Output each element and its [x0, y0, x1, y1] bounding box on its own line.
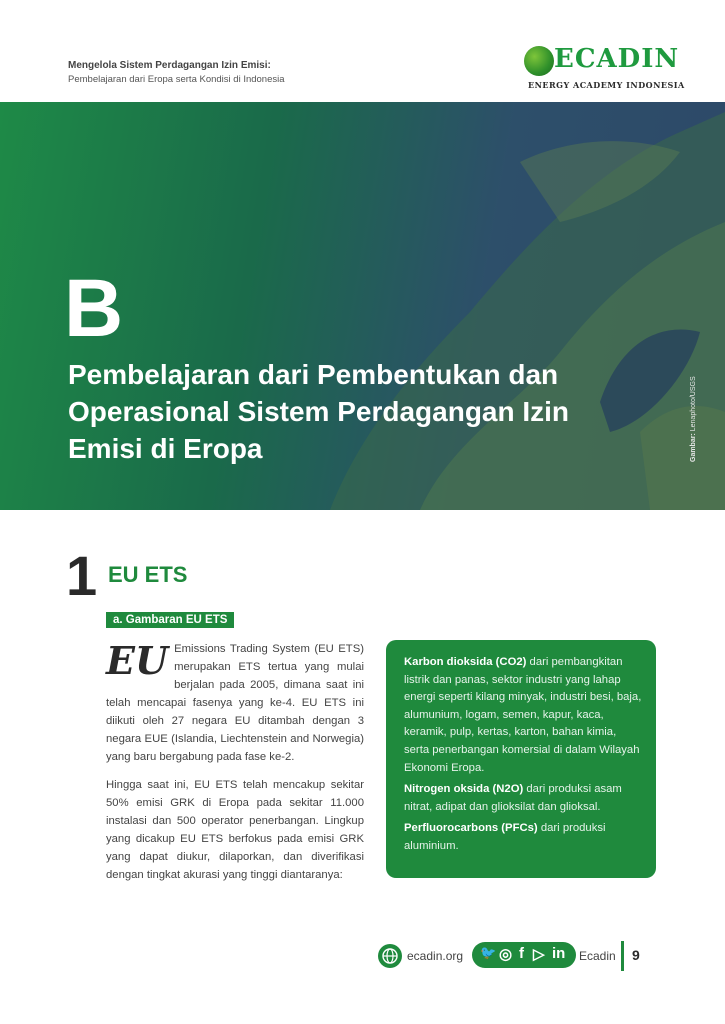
page-number: 9: [632, 947, 640, 963]
ecadin-logo: [524, 44, 685, 94]
twitter-icon[interactable]: 🐦: [480, 945, 497, 960]
paragraph-2: Hingga saat ini, EU ETS telah mencakup sekitar 50% emisi GRK di Eropa pada sekitar 11.000 instalasi dan 500 operator penerbangan. Lingkup yang dicakup EU ETS berfokus pada emisi GRK yang dapat diukur, dilaporkan, dan diverifikasi dengan tingkat akurasi yang tinggi diantaranya:: [106, 779, 364, 881]
instagram-icon[interactable]: ◎: [499, 946, 513, 963]
logo-wordmark: ECADIN: [554, 44, 680, 74]
chapter-title: Pembelajaran dari Pembentukan dan Operasional Sistem Perdagangan Izin Emisi di Eropa: [68, 359, 570, 464]
chapter-letter: B: [64, 263, 124, 354]
emissions-scope-box: [386, 640, 656, 878]
footer-brand: Ecadin: [579, 949, 616, 963]
scope-item: [404, 820, 642, 855]
website-link[interactable]: ecadin.org: [407, 949, 464, 963]
linkedin-icon[interactable]: in: [552, 945, 566, 962]
header-subtitle: Pembelajaran dari Eropa serta Kondisi di Indonesia: [68, 74, 285, 85]
credit-label: Gambar:: [690, 433, 697, 462]
scope-item-term: Nitrogen oksida (N2O): [404, 783, 524, 796]
paragraph-1: [106, 640, 364, 766]
scope-item-desc: dari produksi asam nitrat, adipat dan glioksilat dan glioksal.: [404, 783, 622, 813]
logo-tagline: ENERGY ACADEMY INDONESIA: [528, 80, 685, 90]
header-title: Mengelola Sistem Perdagangan Izin Emisi:: [68, 60, 271, 71]
scope-item-desc: dari produksi aluminium.: [404, 822, 606, 852]
scope-item-desc: dari pembangkitan listrik dan panas, sektor industri yang lahap energi seperti kilang minyak, industri besi, baja, alumunium, logam, semen, kapur, kaca, keramik, pulp, kertas, karton, bahan kimia, serta penerbangan komersial di dalam Wilayah Ekonomi Eropa.: [404, 656, 642, 774]
scope-item: [404, 654, 642, 777]
subsection-badge: a. Gambaran EU ETS: [106, 612, 234, 628]
section-number: 1: [66, 544, 98, 607]
image-credit: [690, 376, 697, 462]
footer-divider: [621, 941, 624, 971]
social-links: [472, 942, 576, 968]
paragraph-1-text: Emissions Trading System (EU ETS) merupakan ETS tertua yang mulai berjalan pada 2005, dimana saat ini telah mencapai fasenya yang ke-4. EU ETS ini diikuti oleh 27 negara EU ditambah dengan 3 negara EUE (Islandia, Liechtenstein and Norwegia) yang baru bergabung pada fase ke-2.: [106, 643, 364, 763]
scope-item-term: Perfluorocarbons (PFCs): [404, 822, 538, 835]
section-title: EU ETS: [108, 562, 188, 587]
credit-text: Lenaphoto/USGS: [690, 376, 697, 432]
scope-item: [404, 781, 642, 816]
scope-item-term: Karbon dioksida (CO2): [404, 656, 527, 668]
youtube-icon[interactable]: ▷: [533, 946, 545, 963]
web-icon: [378, 944, 402, 968]
dropcap: EU: [106, 638, 169, 683]
facebook-icon[interactable]: f: [519, 945, 524, 962]
globe-icon: [524, 46, 554, 76]
chapter-banner: [0, 102, 725, 510]
